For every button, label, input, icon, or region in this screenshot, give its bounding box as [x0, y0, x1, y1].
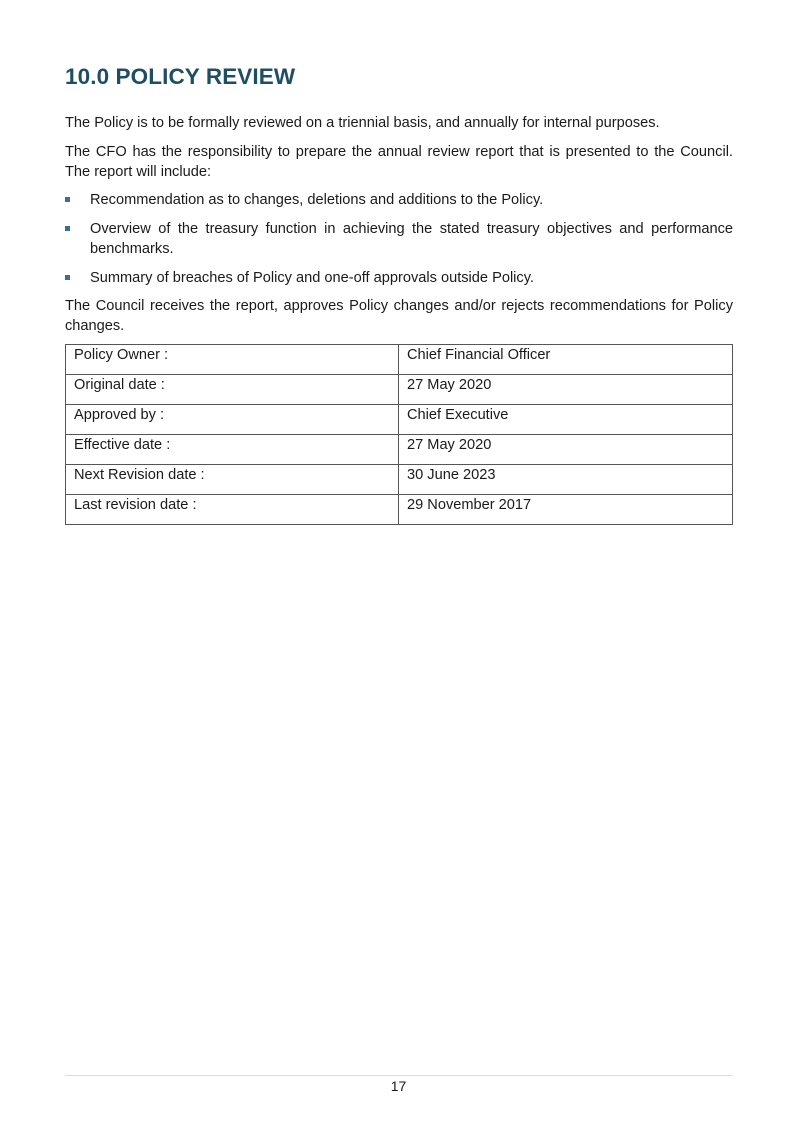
bullet-text: Recommendation as to changes, deletions and additions to the Policy. — [90, 192, 544, 208]
table-row — [66, 405, 733, 435]
table-row — [66, 435, 733, 465]
row-label: Policy Owner : — [66, 345, 399, 375]
policy-details-table — [65, 344, 733, 525]
intro-paragraph: The Policy is to be formally reviewed on a triennial basis, and annually for internal purposes. — [65, 115, 660, 131]
council-paragraph: The Council receives the report, approves Policy changes and/or rejects recommendations for Policy changes. — [65, 298, 733, 334]
table-row — [66, 345, 733, 375]
cfo-paragraph: The CFO has the responsibility to prepare the annual review report that is presented to the Council. The report will include: — [65, 144, 733, 180]
row-value: 27 May 2020 — [399, 435, 733, 465]
square-bullet-icon — [65, 226, 70, 231]
row-label: Approved by : — [66, 405, 399, 435]
row-label: Effective date : — [66, 435, 399, 465]
row-value: Chief Financial Officer — [399, 345, 733, 375]
table-row — [66, 375, 733, 405]
row-value: 27 May 2020 — [399, 375, 733, 405]
footer-divider — [65, 1075, 733, 1076]
bullet-text: Overview of the treasury function in achieving the stated treasury objectives and performance benchmarks. — [90, 221, 733, 257]
page-number: 17 — [390, 1078, 407, 1094]
table-row — [66, 495, 733, 525]
section-heading: 10.0 POLICY REVIEW — [65, 64, 296, 89]
row-value: 29 November 2017 — [399, 495, 733, 525]
bullet-text: Summary of breaches of Policy and one-off approvals outside Policy. — [90, 270, 534, 286]
square-bullet-icon — [65, 197, 70, 202]
table-row — [66, 465, 733, 495]
row-value: 30 June 2023 — [399, 465, 733, 495]
square-bullet-icon — [65, 275, 70, 280]
row-label: Last revision date : — [66, 495, 399, 525]
row-label: Original date : — [66, 375, 399, 405]
row-value: Chief Executive — [399, 405, 733, 435]
row-label: Next Revision date : — [66, 465, 399, 495]
